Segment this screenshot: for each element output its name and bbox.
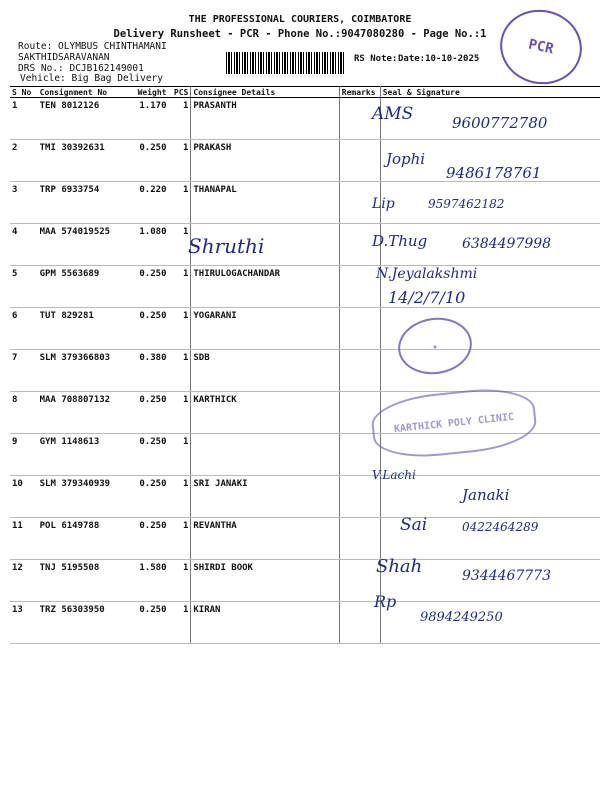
- row-sno: 3: [10, 182, 38, 224]
- vehicle-label: Vehicle: Big Bag Delivery: [20, 73, 163, 84]
- seal-stamp-row6: ★: [394, 313, 475, 379]
- row-sno: 12: [10, 560, 38, 602]
- handwritten-date-row5: 14/2/7/10: [388, 288, 466, 307]
- row-consignee: SRI JANAKI: [191, 476, 339, 518]
- row-sno: 9: [10, 434, 38, 476]
- drs-barcode: [226, 52, 346, 74]
- karthick-stamp-text: KARTHICK POLY CLINIC: [393, 411, 515, 435]
- row-weight: 1.580: [121, 560, 169, 602]
- row-consignee: SDB: [191, 350, 339, 392]
- col-consignee: Consignee Details: [191, 87, 339, 98]
- row-consignment-no: TEN 8012126: [38, 98, 121, 140]
- row-weight: 0.250: [121, 476, 169, 518]
- row-pcs: 1: [168, 434, 190, 476]
- row-consignment-no: MAA 708807132: [38, 392, 121, 434]
- handwritten-name-row4: Shruthi: [188, 234, 265, 258]
- row-weight: 0.250: [121, 266, 169, 308]
- table-row: [10, 308, 600, 350]
- row-consignment-no: TRP 6933754: [38, 182, 121, 224]
- row-pcs: 1: [168, 224, 190, 266]
- col-pcs: PCS: [168, 87, 190, 98]
- rs-note-label: RS Note:: [354, 54, 398, 64]
- row-pcs: 1: [168, 602, 190, 644]
- row-pcs: 1: [168, 140, 190, 182]
- row-sno: 5: [10, 266, 38, 308]
- staff-label: SAKTHIDSARAVANAN: [18, 52, 110, 63]
- row-consignee: REVANTHA: [191, 518, 339, 560]
- table-row: [10, 602, 600, 644]
- row-sno: 7: [10, 350, 38, 392]
- row-consignment-no: GYM 1148613: [38, 434, 121, 476]
- signature-row3: Lip: [372, 196, 395, 212]
- row-remarks: [339, 266, 380, 308]
- row-consignee: KARTHICK: [191, 392, 339, 434]
- row-sno: 2: [10, 140, 38, 182]
- table-header-row: [10, 87, 600, 98]
- phone-row11: 0422464289: [462, 520, 539, 534]
- phone-row12: 9344467773: [462, 568, 552, 584]
- row-consignment-no: SLM 379366803: [38, 350, 121, 392]
- row-pcs: 1: [168, 518, 190, 560]
- row-remarks: [339, 518, 380, 560]
- signature-row13: Rp: [374, 592, 397, 611]
- row-consignment-no: POL 6149788: [38, 518, 121, 560]
- signature-row10: Janaki: [462, 486, 510, 504]
- row-pcs: 1: [168, 476, 190, 518]
- row-pcs: 1: [168, 560, 190, 602]
- col-sno: S No: [10, 87, 38, 98]
- row-consignee: THIRULOGACHANDAR: [191, 266, 339, 308]
- drs-number: DRS No.: DCJB162149001: [18, 63, 144, 74]
- row-weight: 0.250: [121, 518, 169, 560]
- row-remarks: [339, 350, 380, 392]
- row-weight: 1.170: [121, 98, 169, 140]
- row-weight: 0.220: [121, 182, 169, 224]
- handwritten-name-row10: V.Lachi: [372, 468, 416, 482]
- row-sno: 13: [10, 602, 38, 644]
- signature-row4: D.Thug: [372, 232, 428, 250]
- row-consignment-no: TNJ 5195508: [38, 560, 121, 602]
- row-pcs: 1: [168, 350, 190, 392]
- row-pcs: 1: [168, 392, 190, 434]
- signature-row1: AMS: [372, 104, 414, 124]
- col-signature: Seal & Signature: [380, 87, 600, 98]
- row-consignee: PRAKASH: [191, 140, 339, 182]
- row-sno: 6: [10, 308, 38, 350]
- row-consignee: SHIRDI BOOK: [191, 560, 339, 602]
- company-name: THE PROFESSIONAL COURIERS, COIMBATORE: [188, 14, 412, 25]
- row-consignment-no: GPM 5563689: [38, 266, 121, 308]
- phone-row3: 9597462182: [428, 197, 505, 211]
- handwritten-name-row5: N.Jeyalakshmi: [376, 266, 478, 282]
- row-consignment-no: MAA 574019525: [38, 224, 121, 266]
- row-consignee: PRASANTH: [191, 98, 339, 140]
- row-weight: 0.250: [121, 392, 169, 434]
- phone-row2: 9486178761: [446, 164, 542, 182]
- row-pcs: 1: [168, 266, 190, 308]
- row-consignment-no: TRZ 56303950: [38, 602, 121, 644]
- table-row: [10, 182, 600, 224]
- table-row: [10, 266, 600, 308]
- runsheet-title: Delivery Runsheet - PCR - Phone No.:9047080280 - Page No.:1: [113, 28, 487, 40]
- pcr-stamp-text: PCR: [526, 36, 556, 58]
- phone-row4: 6384497998: [462, 236, 552, 252]
- row-consignee: YOGARANI: [191, 308, 339, 350]
- row-weight: 1.080: [121, 224, 169, 266]
- row-sno: 11: [10, 518, 38, 560]
- signature-row11: Sai: [400, 515, 428, 535]
- row-weight: 0.380: [121, 350, 169, 392]
- row-weight: 0.250: [121, 140, 169, 182]
- row-pcs: 1: [168, 182, 190, 224]
- row-weight: 0.250: [121, 434, 169, 476]
- col-remarks: Remarks: [339, 87, 380, 98]
- row-sno: 8: [10, 392, 38, 434]
- row-consignment-no: TUT 829281: [38, 308, 121, 350]
- phone-row1: 9600772780: [452, 114, 548, 132]
- rs-date: Date:10-10-2025: [398, 54, 480, 64]
- row-consignee: [191, 434, 339, 476]
- row-pcs: 1: [168, 308, 190, 350]
- row-pcs: 1: [168, 98, 190, 140]
- row-sno: 1: [10, 98, 38, 140]
- row-sno: 4: [10, 224, 38, 266]
- row-consignment-no: TMI 30392631: [38, 140, 121, 182]
- col-weight: Weight: [121, 87, 169, 98]
- col-consignment: Consignment No: [38, 87, 121, 98]
- row-remarks: [339, 308, 380, 350]
- signature-row2: Jophi: [386, 150, 426, 168]
- row-weight: 0.250: [121, 602, 169, 644]
- route-label: Route: OLYMBUS CHINTHAMANI: [18, 41, 167, 52]
- table-row: [10, 350, 600, 392]
- row-consignee: THANAPAL: [191, 182, 339, 224]
- row-consignee: KIRAN: [191, 602, 339, 644]
- row-consignment-no: SLM 379340939: [38, 476, 121, 518]
- row-remarks: [339, 140, 380, 182]
- row-sno: 10: [10, 476, 38, 518]
- signature-row12: Shah: [376, 556, 423, 577]
- table-row: [10, 476, 600, 518]
- phone-row13: 9894249250: [420, 610, 503, 625]
- row-weight: 0.250: [121, 308, 169, 350]
